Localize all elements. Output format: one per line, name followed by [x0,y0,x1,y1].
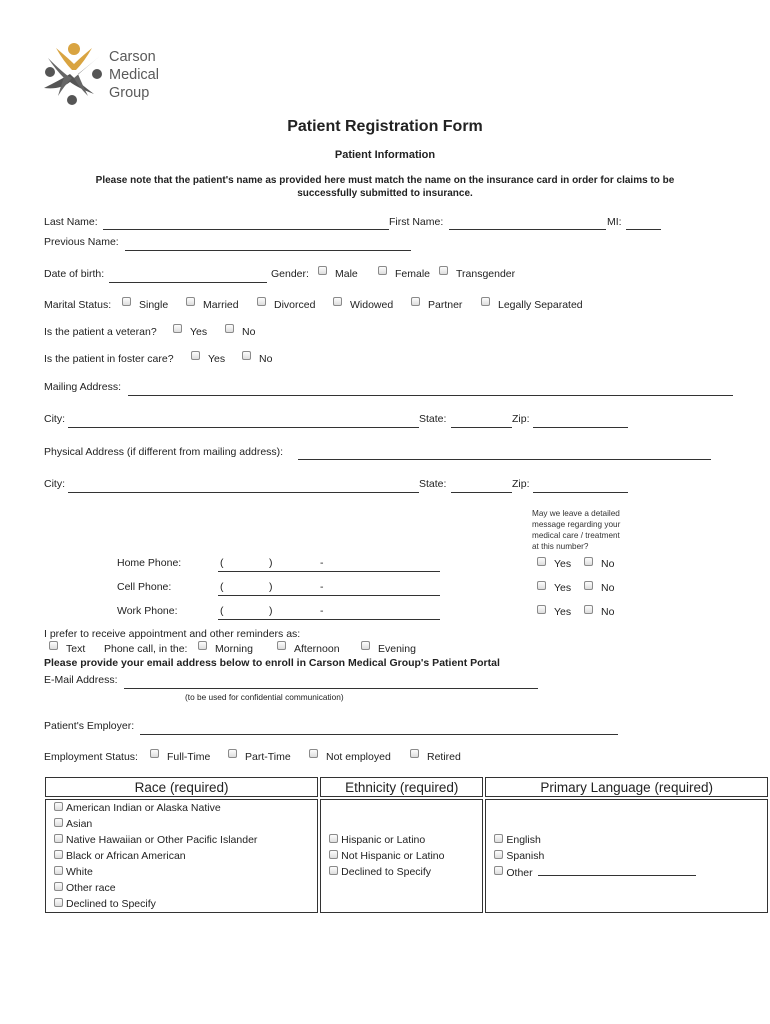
first-name-field[interactable] [449,229,606,230]
ethnicity-option-label: Hispanic or Latino [341,834,426,846]
first-name-label: First Name: [389,216,444,228]
work-phone-open-paren: ( [220,605,224,617]
race-option-label: Black or African American [66,850,186,862]
work-phone-yes-checkbox[interactable] [537,605,546,614]
reminder-evening-label: Evening [378,643,416,655]
race-option-label: Declined to Specify [66,898,156,910]
dob-label: Date of birth: [44,268,105,280]
cell-phone-dash: - [320,581,324,593]
cell-phone-no-checkbox[interactable] [584,581,593,590]
state-field[interactable] [451,427,512,428]
physical-zip-label: Zip: [512,478,530,490]
marital-divorced-label: Divorced [274,299,316,311]
employment-notemployed-label: Not employed [326,751,391,763]
ethnicity-option[interactable] [321,848,482,864]
language-option-label: Other [506,867,533,879]
zip-field[interactable] [533,427,628,428]
race-option-label: White [66,866,93,878]
language-spanish-checkbox[interactable] [494,850,503,859]
physical-address-field[interactable] [298,459,711,460]
marital-divorced-checkbox[interactable] [257,297,266,306]
race-white-checkbox[interactable] [54,866,63,875]
foster-yes-label: Yes [208,353,226,365]
work-phone-yes-label: Yes [554,606,572,618]
race-declined-checkbox[interactable] [54,898,63,907]
notice-line-1: Please note that the patient's name as provided here must match the name on the insurance card in order for claims to be [95,175,675,186]
marital-single-label: Single [139,299,169,311]
home-phone-no-checkbox[interactable] [584,557,593,566]
race-option[interactable] [46,832,317,848]
reminder-evening-checkbox[interactable] [361,641,370,650]
physical-zip-field[interactable] [533,492,628,493]
language-option[interactable] [486,864,767,880]
race-asian-checkbox[interactable] [54,818,63,827]
employer-label: Patient's Employer: [44,720,135,732]
city-field[interactable] [68,427,419,428]
race-american-indian-checkbox[interactable] [54,802,63,811]
home-phone-dash: - [320,557,324,569]
reminder-afternoon-label: Afternoon [294,643,340,655]
gender-transgender-label: Transgender [456,268,516,280]
gender-male-checkbox[interactable] [318,266,327,275]
work-phone-dash: - [320,605,324,617]
ethnicity-option-label: Not Hispanic or Latino [341,850,445,862]
employer-field[interactable] [140,734,618,735]
leave-message-note [532,508,620,552]
race-black-checkbox[interactable] [54,850,63,859]
race-cell [45,799,318,913]
gender-female-label: Female [395,268,431,280]
leave-message-note-line-3: medical care / treatment [532,531,620,540]
race-header: Race (required) [45,777,318,797]
physical-state-label: State: [419,478,447,490]
section-title: Patient Information [334,149,436,161]
previous-name-field[interactable] [125,250,411,251]
cell-phone-label: Cell Phone: [117,581,172,593]
physical-address-label: Physical Address (if different from mailing address): [44,446,284,458]
cell-phone-yes-checkbox[interactable] [537,581,546,590]
email-label: E-Mail Address: [44,674,118,686]
logo-line-3: Group [109,85,150,101]
mailing-address-label: Mailing Address: [44,381,122,393]
race-option[interactable] [46,896,317,912]
reminder-afternoon-checkbox[interactable] [277,641,286,650]
work-phone-close-paren: ) [269,605,273,617]
work-phone-no-checkbox[interactable] [584,605,593,614]
mailing-address-field[interactable] [128,395,733,396]
veteran-no-checkbox[interactable] [225,324,234,333]
marital-separated-label: Legally Separated [498,299,583,311]
language-option-label: English [506,834,541,846]
employment-notemployed-checkbox[interactable] [309,749,318,758]
employment-parttime-checkbox[interactable] [228,749,237,758]
foster-label: Is the patient in foster care? [44,353,174,365]
employment-parttime-label: Part-Time [245,751,291,763]
state-label: State: [419,413,447,425]
language-header: Primary Language (required) [485,777,768,797]
race-option[interactable] [46,880,317,896]
last-name-label: Last Name: [44,216,98,228]
cell-phone-yes-label: Yes [554,582,572,594]
ethnicity-option-label: Declined to Specify [341,866,432,878]
gender-transgender-checkbox[interactable] [439,266,448,275]
ethnicity-declined-checkbox[interactable] [329,866,338,875]
leave-message-note-line-4: at this number? [532,542,589,551]
race-option[interactable] [46,864,317,880]
marital-widowed-checkbox[interactable] [333,297,342,306]
reminders-prompt: I prefer to receive appointment and other reminders as: [44,628,301,640]
language-other-checkbox[interactable] [494,866,503,875]
marital-married-label: Married [203,299,239,311]
ethnicity-option[interactable] [321,832,482,848]
language-option-label: Spanish [506,850,545,862]
language-english-checkbox[interactable] [494,834,503,843]
mi-label: MI: [607,216,622,228]
race-option-label: Other race [66,882,116,894]
foster-no-label: No [259,353,273,365]
home-phone-close-paren: ) [269,557,273,569]
home-phone-label: Home Phone: [117,557,182,569]
cell-phone-close-paren: ) [269,581,273,593]
reminder-text-checkbox[interactable] [49,641,58,650]
veteran-yes-label: Yes [190,326,208,338]
demographics-table [43,775,770,915]
race-option-label: Native Hawaiian or Other Pacific Islander [66,834,258,846]
language-option[interactable] [486,848,767,864]
email-note: (to be used for confidential communication) [185,692,344,702]
race-option[interactable] [46,816,317,832]
language-cell [485,799,768,913]
leave-message-note-line-1: May we leave a detailed [532,509,620,518]
marital-partner-label: Partner [428,299,463,311]
physical-state-field[interactable] [451,492,512,493]
physical-city-field[interactable] [68,492,419,493]
marital-status-label: Marital Status: [44,299,112,311]
reminder-morning-label: Morning [215,643,253,655]
veteran-label: Is the patient a veteran? [44,326,157,338]
employment-fulltime-checkbox[interactable] [150,749,159,758]
last-name-field[interactable] [103,229,389,230]
race-option[interactable] [46,848,317,864]
carson-logo-icon [42,42,104,108]
email-field[interactable] [124,688,538,689]
gender-male-label: Male [335,268,358,280]
race-option-label: Asian [66,818,93,830]
foster-yes-checkbox[interactable] [191,351,200,360]
mi-field[interactable] [626,229,661,230]
employment-status-label: Employment Status: [44,751,138,763]
employment-retired-label: Retired [427,751,461,763]
home-phone-no-label: No [601,558,615,570]
reminder-text-label: Text [66,643,86,655]
city-label: City: [44,413,65,425]
gender-label: Gender: [271,268,309,280]
ethnicity-hispanic-checkbox[interactable] [329,834,338,843]
cell-phone-field[interactable] [218,595,440,596]
veteran-no-label: No [242,326,256,338]
work-phone-field[interactable] [218,619,440,620]
veteran-yes-checkbox[interactable] [173,324,182,333]
reminder-phone-call-label: Phone call, in the: [104,643,188,655]
race-other-checkbox[interactable] [54,882,63,891]
home-phone-field[interactable] [218,571,440,572]
notice-line-2: successfully submitted to insurance. [297,188,473,199]
ethnicity-not-hispanic-checkbox[interactable] [329,850,338,859]
form-title: Patient Registration Form [287,118,483,135]
marital-single-checkbox[interactable] [122,297,131,306]
reminder-morning-checkbox[interactable] [198,641,207,650]
work-phone-label: Work Phone: [117,605,178,617]
portal-notice: Please provide your email address below to enroll in Carson Medical Group's Patient Portal [44,657,500,669]
dob-field[interactable] [109,282,267,283]
cell-phone-no-label: No [601,582,615,594]
cell-phone-open-paren: ( [220,581,224,593]
language-option[interactable] [486,832,767,848]
marital-married-checkbox[interactable] [186,297,195,306]
gender-female-checkbox[interactable] [378,266,387,275]
marital-widowed-label: Widowed [350,299,394,311]
employment-fulltime-label: Full-Time [167,751,211,763]
race-option-label: American Indian or Alaska Native [66,802,221,814]
marital-partner-checkbox[interactable] [411,297,420,306]
employment-retired-checkbox[interactable] [410,749,419,758]
home-phone-yes-checkbox[interactable] [537,557,546,566]
logo-line-2: Medical [109,67,159,83]
home-phone-yes-label: Yes [554,558,572,570]
home-phone-open-paren: ( [220,557,224,569]
foster-no-checkbox[interactable] [242,351,251,360]
zip-label: Zip: [512,413,530,425]
language-other-field[interactable] [538,864,696,876]
marital-separated-checkbox[interactable] [481,297,490,306]
leave-message-note-line-2: message regarding your [532,520,621,529]
logo-line-1: Carson [109,49,156,65]
race-option[interactable] [46,800,317,816]
work-phone-no-label: No [601,606,615,618]
physical-city-label: City: [44,478,65,490]
previous-name-label: Previous Name: [44,236,119,248]
ethnicity-header: Ethnicity (required) [320,777,483,797]
ethnicity-cell [320,799,483,913]
race-hawaiian-checkbox[interactable] [54,834,63,843]
ethnicity-option[interactable] [321,864,482,880]
